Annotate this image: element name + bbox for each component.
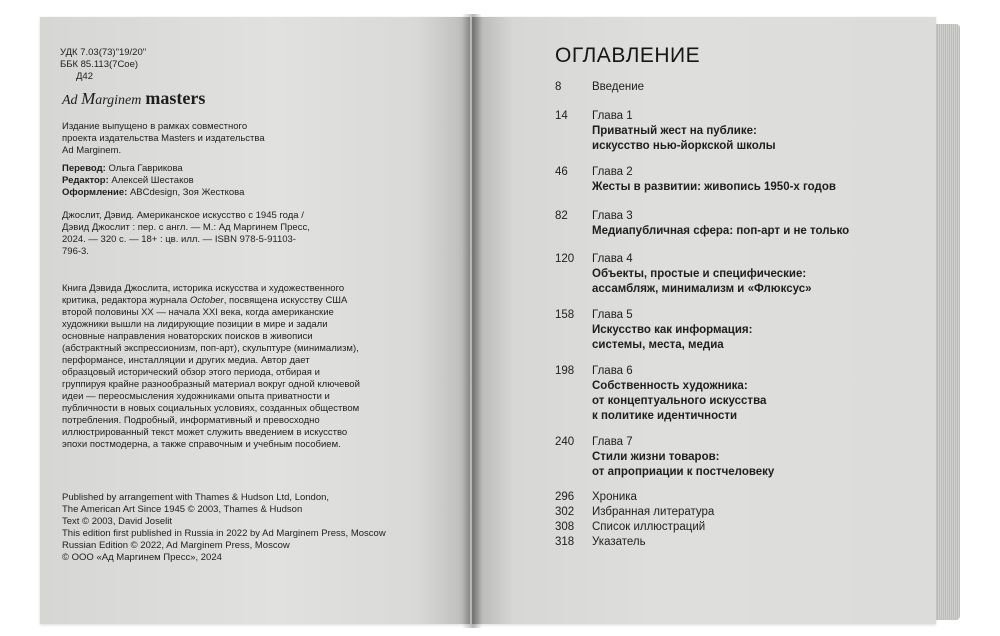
toc-section-title: Указатель [592,536,646,548]
toc-chapter-label: Глава 1 [592,110,633,122]
toc-page-number: 296 [555,491,575,503]
toc-chapter-title-line: Приватный жест на публике: [592,125,757,137]
udk-line: УДК 7.03(73)"19/20" [60,47,147,58]
toc-page-number: 14 [555,110,568,122]
bibliographic-record: Джослит, Дэвид. Американское искусство с 1945 года / Дэвид Джослит : пер. с англ. — М.: Ад Маргинем Пресс, 2024. — 320 с. — 18+ : цв. илл. — ISBN 978-5-91103-796-3. [62,210,310,257]
toc-chapter-label: Глава 5 [592,309,633,321]
toc-page-number: 198 [555,365,575,377]
copyright-line: This edition first published in Russia in 2022 by Ad Marginem Press, Moscow [62,528,386,539]
copyright-line: Russian Edition © 2022, Ad Marginem Press, Moscow [62,540,290,551]
book-annotation: Книга Дэвида Джослита, историка искусства и художественного критика, редактора журнала October, посвящена искусству США второй половины ХХ — начала XXI века, когда американские художники вышли на лидирующие позиции в мире и задали основные направления новаторских поисков в живописи (абстрактный экспрессионизм, поп-арт), скульптуре (минимализм), перформансе, инсталляции и других медиа. Автор дает образцовый исторический обзор этого периода, отбирая и группируя крайне разнообразный материал вокруг одной ключевой идеи — переосмысления художниками опыта приватности и публичности в новых социальных условиях, созданных обществом потребления. Подробный, информативный и превосходно иллюстрированный текст может служить введением в искусство эпохи постмодерна, а также справочным и учебным пособием. [62,283,360,450]
toc-title: ОГЛАВЛЕНИЕ [555,44,701,67]
toc-chapter-label: Глава 7 [592,436,633,448]
copyright-line: © ООО «Ад Маргинем Пресс», 2024 [62,552,222,563]
credit-editor: Редактор: Алексей Шестаков [62,175,194,186]
toc-chapter-title-line: системы, места, медиа [592,339,724,351]
toc-page-number: 8 [555,81,562,93]
toc-section-title: Введение [592,81,645,93]
toc-chapter-title-line: от апроприации к постчеловеку [592,466,775,478]
copyright-line: Published by arrangement with Thames & Hudson Ltd, London, [62,492,330,503]
toc-section-title: Список иллюстраций [592,521,706,533]
toc-chapter-title-line: искусство нью-йоркской школы [592,140,776,152]
toc-page-number: 318 [555,536,575,548]
toc-chapter-label: Глава 3 [592,210,633,222]
toc-chapter-label: Глава 2 [592,166,633,178]
toc-chapter-title-line: Жесты в развитии: живопись 1950-х годов [592,181,836,193]
toc-chapter-title-line: Искусство как информация: [592,324,753,336]
author-mark: Д42 [76,71,94,82]
toc-chapter-title-line: ассамбляж, минимализм и «Флюксус» [592,283,812,295]
credit-design: Оформление: ABCdesign, Зоя Жесткова [62,187,245,198]
toc-page-number: 240 [555,436,575,448]
credits-block [62,163,362,199]
copyright-line: Text © 2003, David Joselit [62,516,172,527]
book-spine-shadow [462,14,482,628]
credit-translator: Перевод: Ольга Гаврикова [62,163,183,174]
toc-chapter-title-line: от концептуального искусства [592,395,767,407]
toc-chapter-label: Глава 4 [592,253,633,265]
toc-chapter-title-line: Стили жизни товаров: [592,451,720,463]
toc-chapter-title-line: Собственность художника: [592,380,748,392]
toc-page-number: 302 [555,506,575,518]
toc-page-number: 308 [555,521,575,533]
toc-page-number: 46 [555,166,568,178]
joint-publication-note: Издание выпущено в рамках совместного проекта издательства Masters и издательства Ad Marginem. [62,121,265,156]
toc-page-number: 82 [555,210,568,222]
toc-section-title: Избранная литература [592,506,715,518]
toc-chapter-title-line: Медиапубличная сфера: поп-арт и не только [592,225,850,237]
toc-section-title: Хроника [592,491,637,503]
toc-page-number: 158 [555,309,575,321]
toc-chapter-label: Глава 6 [592,365,633,377]
toc-page-number: 120 [555,253,575,265]
toc-chapter-title-line: к политике идентичности [592,410,738,422]
toc-chapter-title-line: Объекты, простые и специфические: [592,268,807,280]
copyright-line: The American Art Since 1945 © 2003, Thames & Hudson [62,504,303,515]
udk-block [60,47,260,83]
publisher-logo: Ad Marginem masters [62,88,206,108]
copyright-block [62,492,386,564]
bbk-line: ББК 85.113(7Сое) [60,59,139,70]
page-block-edge [936,24,960,620]
